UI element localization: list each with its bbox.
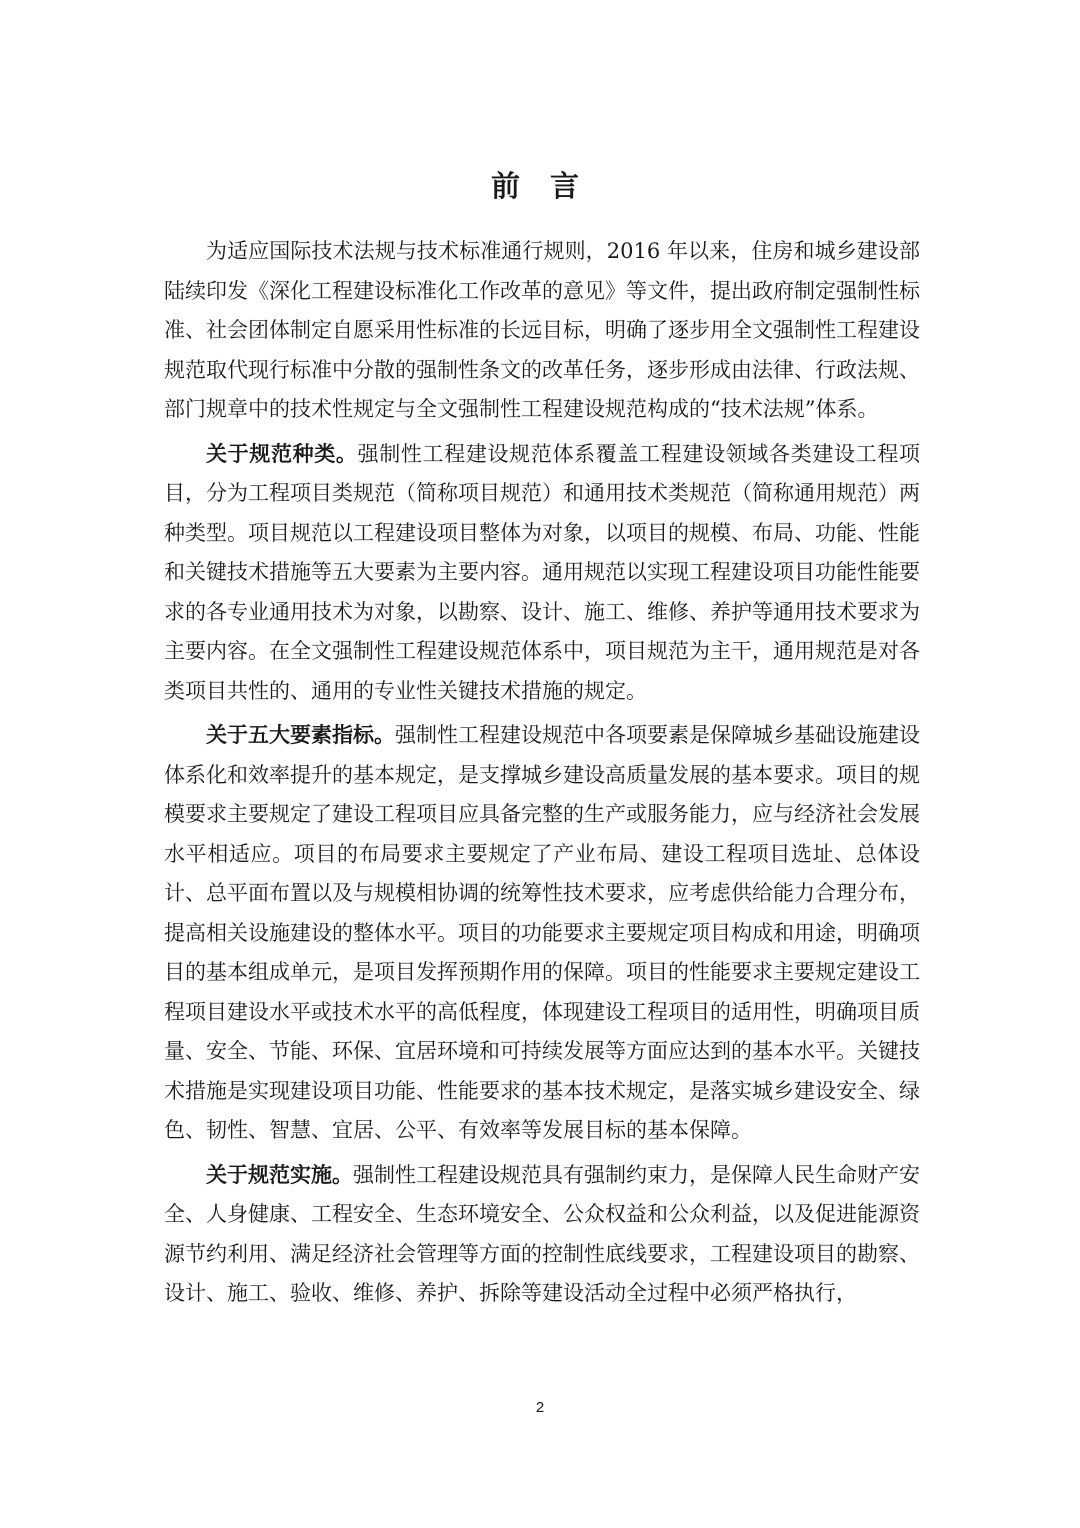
page-title: 前 言 (490, 169, 590, 203)
page-number: 2 (535, 1399, 545, 1416)
paragraph-lead: 关于五大要素指标。 (206, 722, 395, 747)
paragraph-intro (164, 231, 920, 430)
paragraph-five-elements (164, 715, 920, 1151)
body-text (164, 231, 920, 1314)
paragraph-spec-types (164, 434, 920, 712)
paragraph-implementation (164, 1155, 920, 1314)
paragraph-text: 强制性工程建设规范中各项要素是保障城乡基础设施建设体系化和效率提升的基本规定，是支撑城乡建设高质量发展的基本要求。项目的规模要求主要规定了建设工程项目应具备完整的生产或服务能力，应与经济社会发展水平相适应。项目的布局要求主要规定了产业布局、建设工程项目选址、总体设计、总平面布置以及与规模相协调的统筹性技术要求，应考虑供给能力合理分布，提高相关设施建设的整体水平。项目的功能要求主要规定项目构成和用途，明确项目的基本组成单元，是项目发挥预期作用的保障。项目的性能要求主要规定建设工程项目建设水平或技术水平的高低程度，体现建设工程项目的适用性，明确项目质量、安全、节能、环保、宜居环境和可持续发展等方面应达到的基本水平。关键技术措施是实现建设项目功能、性能要求的基本技术规定，是落实城乡建设安全、绿色、韧性、智慧、宜居、公平、有效率等发展目标的基本保障。 (164, 723, 920, 1142)
paragraph-text: 强制性工程建设规范体系覆盖工程建设领域各类建设工程项目，分为工程项目类规范（简称项目规范）和通用技术类规范（简称通用规范）两种类型。项目规范以工程建设项目整体为对象，以项目的规模、布局、功能、性能和关键技术措施等五大要素为主要内容。通用规范以实现工程建设项目功能性能要求的各专业通用技术为对象，以勘察、设计、施工、维修、养护等通用技术要求为主要内容。在全文强制性工程建设规范体系中，项目规范为主干，通用规范是对各类项目共性的、通用的专业性关键技术措施的规定。 (164, 441, 920, 703)
paragraph-text: 强制性工程建设规范具有强制约束力，是保障人民生命财产安全、人身健康、工程安全、生态环境安全、公众权益和公众利益，以及促进能源资源节约利用、满足经济社会管理等方面的控制性底线要求，工程建设项目的勘察、设计、施工、验收、维修、养护、拆除等建设活动全过程中必须严格执行， (164, 1162, 920, 1305)
paragraph-lead: 关于规范实施。 (206, 1161, 353, 1187)
paragraph-lead: 关于规范种类。 (206, 440, 358, 466)
paragraph-text: 为适应国际技术法规与技术标准通行规则，2016 年以来，住房和城乡建设部陆续印发《深化工程建设标准化工作改革的意见》等文件，提出政府制定强制性标准、社会团体制定自愿采用性标准的长远目标，明确了逐步用全文强制性工程建设规范取代现行标准中分散的强制性条文的改革任务，逐步形成由法律、行政法规、部门规章中的技术性规定与全文强制性工程建设规范构成的“技术法规”体系。 (164, 239, 920, 421)
